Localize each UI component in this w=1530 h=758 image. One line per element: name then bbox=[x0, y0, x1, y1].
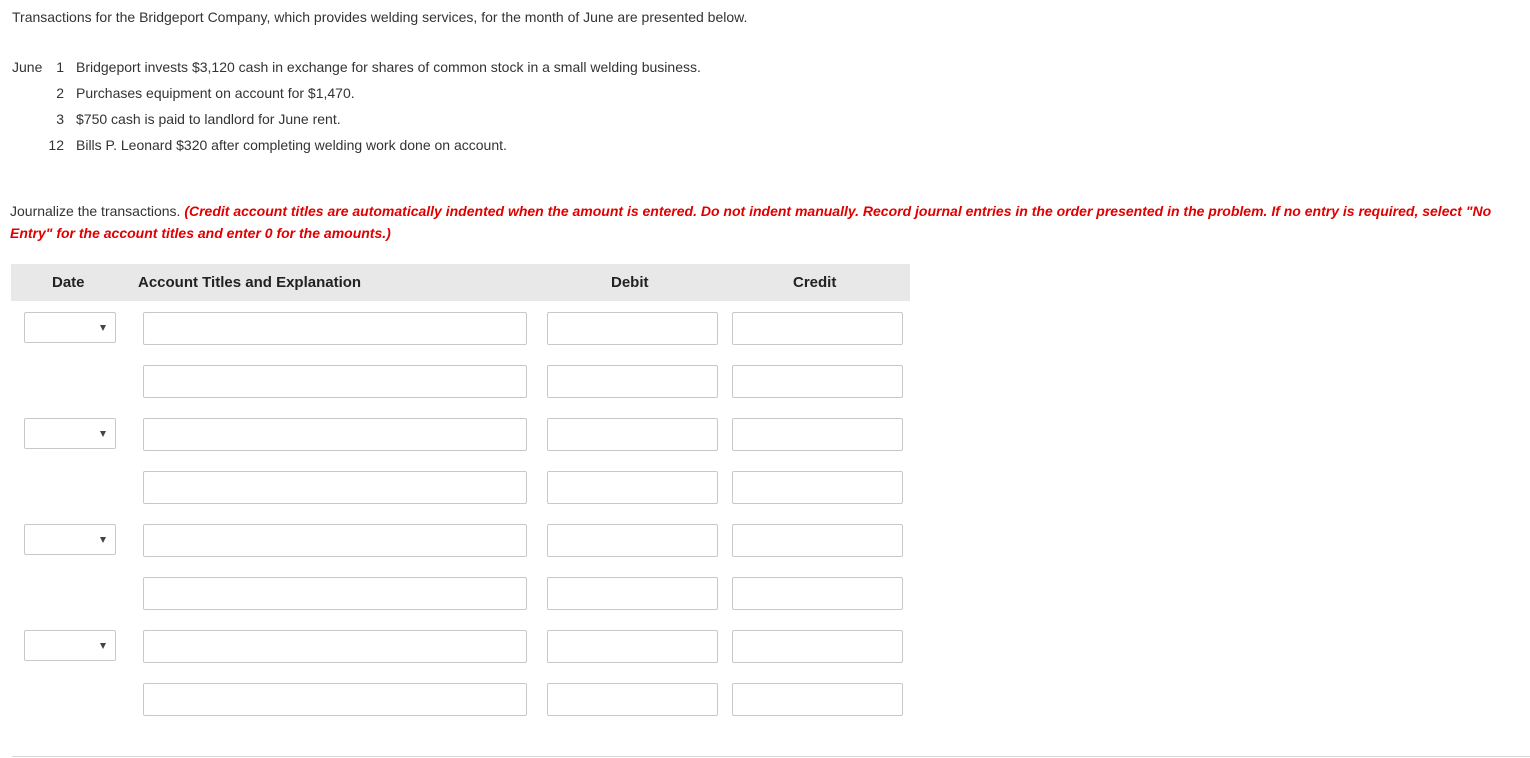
journal-header bbox=[11, 264, 910, 301]
credit-input[interactable] bbox=[732, 365, 903, 398]
date-dropdown[interactable] bbox=[24, 312, 116, 343]
transaction-month: June bbox=[12, 59, 43, 75]
journal-entry-table bbox=[11, 264, 910, 301]
date-dropdown[interactable] bbox=[24, 418, 116, 449]
transaction-description: Bridgeport invests $3,120 cash in exchange for shares of common stock in a small welding business. bbox=[76, 59, 701, 75]
transaction-day: 2 bbox=[56, 85, 64, 101]
column-header-date: Date bbox=[52, 274, 85, 291]
transaction-list bbox=[12, 54, 701, 158]
dropdown-arrow-icon bbox=[100, 643, 106, 649]
transaction-item bbox=[12, 80, 701, 106]
credit-input[interactable] bbox=[732, 577, 903, 610]
credit-input[interactable] bbox=[732, 524, 903, 557]
debit-input[interactable] bbox=[547, 630, 718, 663]
journal-row bbox=[11, 312, 910, 345]
transaction-day: 3 bbox=[56, 111, 64, 127]
credit-input[interactable] bbox=[732, 418, 903, 451]
journal-row bbox=[11, 418, 910, 451]
transaction-day: 1 bbox=[56, 59, 64, 75]
credit-input[interactable] bbox=[732, 312, 903, 345]
credit-input[interactable] bbox=[732, 683, 903, 716]
journal-row bbox=[11, 471, 910, 504]
dropdown-arrow-icon bbox=[100, 537, 106, 543]
instructions bbox=[10, 200, 1520, 244]
transaction-item bbox=[12, 132, 701, 158]
dropdown-arrow-icon bbox=[100, 325, 106, 331]
credit-input[interactable] bbox=[732, 471, 903, 504]
credit-input[interactable] bbox=[732, 630, 903, 663]
transaction-item bbox=[12, 54, 701, 80]
debit-input[interactable] bbox=[547, 312, 718, 345]
instructions-lead: Journalize the transactions. bbox=[10, 203, 181, 219]
account-title-input[interactable] bbox=[143, 630, 527, 663]
journal-row bbox=[11, 683, 910, 716]
account-title-input[interactable] bbox=[143, 683, 527, 716]
account-title-input[interactable] bbox=[143, 577, 527, 610]
transaction-description: Purchases equipment on account for $1,470. bbox=[76, 85, 355, 101]
dropdown-arrow-icon bbox=[100, 431, 106, 437]
transaction-description: $750 cash is paid to landlord for June rent. bbox=[76, 111, 341, 127]
problem-intro: Transactions for the Bridgeport Company, which provides welding services, for the month of June are presented below. bbox=[12, 9, 748, 25]
account-title-input[interactable] bbox=[143, 365, 527, 398]
debit-input[interactable] bbox=[547, 524, 718, 557]
transaction-item bbox=[12, 106, 701, 132]
transaction-description: Bills P. Leonard $320 after completing welding work done on account. bbox=[76, 137, 507, 153]
date-dropdown[interactable] bbox=[24, 524, 116, 555]
column-header-credit: Credit bbox=[793, 274, 837, 291]
divider bbox=[12, 756, 1530, 757]
date-dropdown[interactable] bbox=[24, 630, 116, 661]
account-title-input[interactable] bbox=[143, 418, 527, 451]
debit-input[interactable] bbox=[547, 418, 718, 451]
transaction-day: 12 bbox=[48, 137, 64, 153]
journal-row bbox=[11, 577, 910, 610]
journal-row bbox=[11, 365, 910, 398]
column-header-debit: Debit bbox=[611, 274, 649, 291]
debit-input[interactable] bbox=[547, 683, 718, 716]
debit-input[interactable] bbox=[547, 471, 718, 504]
account-title-input[interactable] bbox=[143, 312, 527, 345]
account-title-input[interactable] bbox=[143, 524, 527, 557]
debit-input[interactable] bbox=[547, 365, 718, 398]
journal-row bbox=[11, 630, 910, 663]
instructions-note: (Credit account titles are automatically indented when the amount is entered. Do not indent manually. Record journal entries in the order presented in the problem. If no entry is required, select "No Entry" for the account titles and enter 0 for the amounts.) bbox=[10, 203, 1492, 241]
debit-input[interactable] bbox=[547, 577, 718, 610]
column-header-account: Account Titles and Explanation bbox=[138, 274, 362, 291]
account-title-input[interactable] bbox=[143, 471, 527, 504]
journal-row bbox=[11, 524, 910, 557]
